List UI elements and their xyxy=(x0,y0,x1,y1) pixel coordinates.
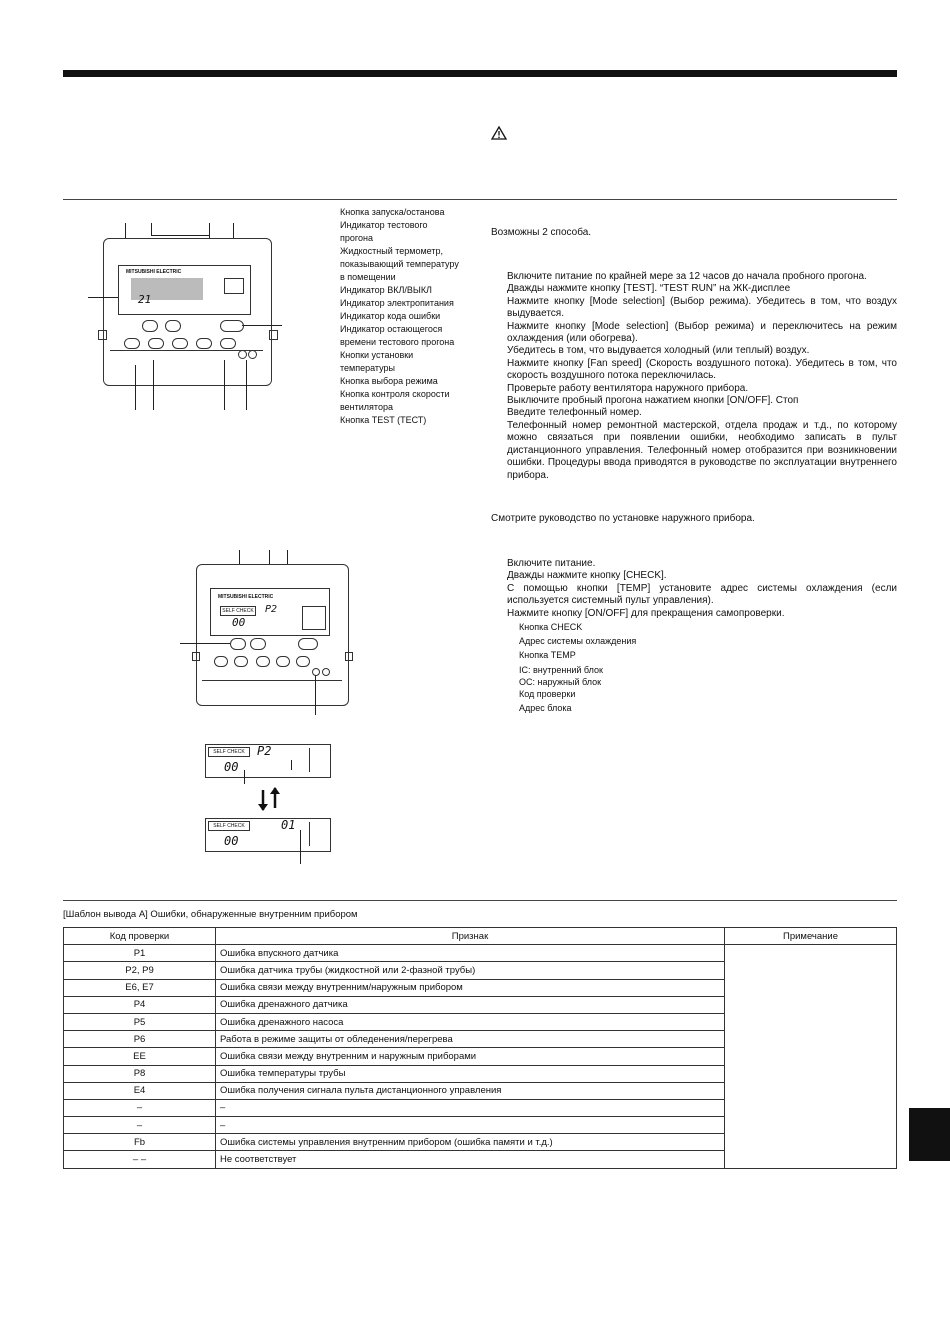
symptom-cell: Ошибка дренажного насоса xyxy=(216,1013,725,1030)
timer-button[interactable] xyxy=(256,656,270,667)
legend-item: Адрес блока xyxy=(519,703,572,714)
lcd-closeup-1 xyxy=(205,744,331,778)
table-row xyxy=(64,945,897,962)
check-code-cell: P4 xyxy=(64,996,216,1013)
step: Телефонный номер ремонтной мастерской, отдела продаж и т.д., по которому можно связаться при появлении ошибки, необходимо записать в пульт дистанционного управления. Телефонный номер отобразится при возникновении ошибки. Процедуры ввода приводятся в руководстве по эксплуатации внутреннего прибора. xyxy=(507,419,897,481)
check-code-cell: Fb xyxy=(64,1134,216,1151)
step: Выключите пробный прогона нажатием кнопки [ON/OFF]. Стоп xyxy=(507,395,799,407)
check-button[interactable] xyxy=(220,338,236,349)
symptom-cell: Ошибка связи между внутренним/наружным прибором xyxy=(216,979,725,996)
table-caption: [Шаблон вывода A] Ошибки, обнаруженные внутренним прибором xyxy=(63,909,358,920)
lcd-closeup-2 xyxy=(205,818,331,852)
brand-label: MITSUBISHI ELECTRIC xyxy=(126,269,182,275)
check-code-cell: – xyxy=(64,1117,216,1134)
section1-intro: Возможны 2 способа. xyxy=(491,227,592,238)
legend-item: Индикатор тестового прогона xyxy=(340,220,428,243)
legend-item: Индикатор ВКЛ/ВЫКЛ xyxy=(340,285,432,295)
symptom-cell: Ошибка дренажного датчика xyxy=(216,996,725,1013)
check-code-cell: – xyxy=(64,1099,216,1116)
legend-remote-parts xyxy=(340,206,462,427)
warning-icon xyxy=(491,126,507,140)
check-code-cell: P2, P9 xyxy=(64,962,216,979)
reset-button[interactable] xyxy=(322,668,330,676)
temp-display: 21 xyxy=(138,293,152,306)
check-code: P2 xyxy=(257,744,272,758)
column-header: Признак xyxy=(216,928,725,945)
check-button[interactable] xyxy=(296,656,310,667)
symptom-cell: Ошибка температуры трубы xyxy=(216,1065,725,1082)
legend-item: Индикатор кода ошибки xyxy=(340,311,441,321)
refrigerant-address: 00 xyxy=(232,616,246,629)
legend-item: Кнопка выбора режима xyxy=(340,376,438,386)
self-check-steps xyxy=(507,558,897,620)
step: Нажмите кнопку [Mode selection] (Выбор режима). Убедитесь в том, что воздух выдувается. xyxy=(507,295,897,320)
test-run-steps xyxy=(507,271,897,482)
check-code-cell: E4 xyxy=(64,1082,216,1099)
step: Дважды нажмите кнопку [CHECK]. xyxy=(507,570,667,582)
unit-address: 01 xyxy=(281,818,296,832)
filter-button[interactable] xyxy=(238,350,247,359)
check-code-cell: P1 xyxy=(64,945,216,962)
divider xyxy=(63,199,897,200)
mode-button[interactable] xyxy=(214,656,228,667)
check-code-cell: EE xyxy=(64,1048,216,1065)
check-code: P2 xyxy=(265,604,278,615)
self-check-label: SELF CHECK xyxy=(208,747,250,757)
refrigerant-address: 00 xyxy=(224,834,239,848)
step: Проверьте работу вентилятора наружного прибора. xyxy=(507,382,749,394)
note-cell xyxy=(725,945,897,1168)
mode-button[interactable] xyxy=(124,338,140,349)
step: Убедитесь в том, что выдувается холодный (или теплый) воздух. xyxy=(507,345,810,357)
fan-button[interactable] xyxy=(234,656,248,667)
legend-item: IC: внутренний блок xyxy=(519,665,603,676)
step: Нажмите кнопку [Fan speed] (Скорость воздушного потока). Убедитесь в том, что скорость воздушного потока переключилась. xyxy=(507,357,897,382)
legend-item: Кнопка TEST (ТЕСТ) xyxy=(340,415,427,425)
legend-item: Кнопки установки температуры xyxy=(340,350,414,373)
step: Введите телефонный номер. xyxy=(507,407,642,419)
temp-down-button[interactable] xyxy=(142,320,158,332)
temp-up-button[interactable] xyxy=(165,320,181,332)
toggle-arrows-icon xyxy=(256,786,282,812)
column-header: Код проверки xyxy=(64,928,216,945)
self-check-label: SELF CHECK xyxy=(220,606,256,616)
symptom-cell: Ошибка системы управления внутренним прибором (ошибка памяти и т.д.) xyxy=(216,1134,725,1151)
legend-item: OC: наружный блок xyxy=(519,677,602,688)
check-code-cell: – – xyxy=(64,1151,216,1168)
header-bar xyxy=(63,70,897,77)
step: Дважды нажмите кнопку [TEST]. “TEST RUN” на ЖК-дисплее xyxy=(507,283,791,295)
divider xyxy=(63,900,897,901)
step: Нажмите кнопку [Mode selection] (Выбор режима) и переключитесь на режим охлаждения (или обогрева). xyxy=(507,320,897,345)
fan-button[interactable] xyxy=(148,338,164,349)
legend-item: Кнопка CHECK xyxy=(519,622,583,632)
step: Нажмите кнопку [ON/OFF] для прекращения самопроверки. xyxy=(507,607,785,619)
symptom-cell: Ошибка датчика трубы (жидкостной или 2-фазной трубы) xyxy=(216,962,725,979)
legend-item: Кнопка запуска/останова xyxy=(340,207,445,217)
step: С помощью кнопки [TEMP] установите адрес системы охлаждения (если используется системный пульт управления). xyxy=(507,582,897,607)
symptom-cell: Ошибка впускного датчика xyxy=(216,945,725,962)
legend-item: Индикатор остающегося времени тестового прогона xyxy=(340,324,455,347)
filter-button[interactable] xyxy=(312,668,320,676)
legend-item: Код проверки xyxy=(519,689,576,700)
section2-intro: Смотрите руководство по установке наружного прибора. xyxy=(491,513,755,524)
check-code-cell: P6 xyxy=(64,1031,216,1048)
step: Включите питание. xyxy=(507,558,596,569)
legend-item: Индикатор электропитания xyxy=(340,298,454,308)
symptom-cell: Ошибка получения сигнала пульта дистанционного управления xyxy=(216,1082,725,1099)
check-code-cell: P5 xyxy=(64,1013,216,1030)
legend-item: Кнопка TEMP xyxy=(519,649,576,660)
timer-button[interactable] xyxy=(172,338,188,349)
error-code-table xyxy=(63,927,897,1169)
check-code-cell: E6, E7 xyxy=(64,979,216,996)
legend-item: Жидкостный термометр, показывающий температуру в помещении xyxy=(340,246,459,282)
legend-self-check xyxy=(519,621,719,716)
language-tab xyxy=(909,1108,950,1161)
legend-item: Адрес системы охлаждения xyxy=(519,635,637,646)
reset-button[interactable] xyxy=(248,350,257,359)
refrigerant-address: 00 xyxy=(224,760,239,774)
step: Включите питание по крайней мере за 12 часов до начала пробного прогона. xyxy=(507,271,867,282)
test-button[interactable] xyxy=(276,656,290,667)
self-check-label: SELF CHECK xyxy=(208,821,250,831)
table-header-row xyxy=(64,928,897,945)
check-code-cell: P8 xyxy=(64,1065,216,1082)
self-check-remote-diagram xyxy=(180,550,350,715)
on-off-button[interactable] xyxy=(220,320,244,332)
symptom-cell: – xyxy=(216,1117,725,1134)
symptom-cell: Ошибка связи между внутренним и наружным приборами xyxy=(216,1048,725,1065)
temp-up-button[interactable] xyxy=(250,638,266,650)
brand-label: MITSUBISHI ELECTRIC xyxy=(218,594,274,600)
symptom-cell: – xyxy=(216,1099,725,1116)
symptom-cell: Не соответствует xyxy=(216,1151,725,1168)
test-button[interactable] xyxy=(196,338,212,349)
remote-controller-diagram xyxy=(88,220,288,410)
on-off-button[interactable] xyxy=(298,638,318,650)
temp-down-button[interactable] xyxy=(230,638,246,650)
legend-item: Кнопка контроля скорости вентилятора xyxy=(340,389,450,412)
column-header: Примечание xyxy=(725,928,897,945)
symptom-cell: Работа в режиме защиты от обледенения/перегрева xyxy=(216,1031,725,1048)
